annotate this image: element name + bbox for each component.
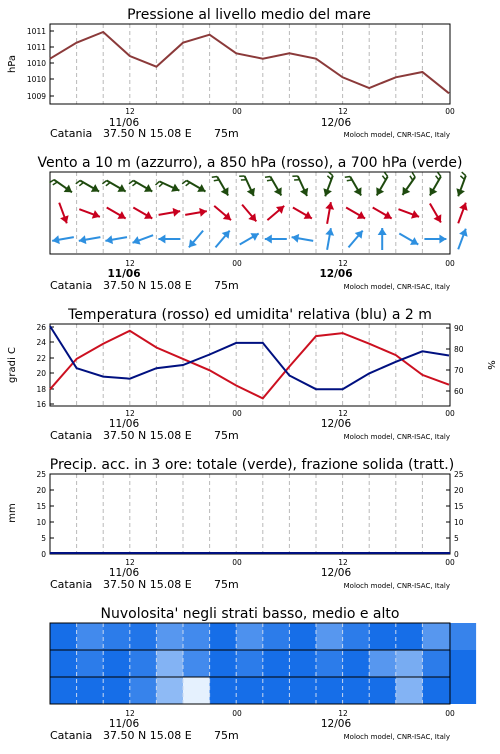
footer-credit: Moloch model, CNR-ISAC, Italy	[344, 283, 450, 291]
x-tick-label: 00	[445, 558, 455, 567]
cloud-cell	[396, 623, 423, 650]
wind-arrow	[158, 235, 180, 244]
precipitation-ytick: 25	[36, 470, 46, 479]
humidity-ytick: 70	[454, 366, 464, 375]
cloud-cell	[156, 650, 183, 677]
cloud-cell	[77, 677, 104, 704]
wind-arrow	[265, 235, 287, 244]
wind-arrow	[133, 208, 152, 219]
cloud-cell	[316, 677, 343, 704]
temperature-ytick: 16	[36, 400, 46, 409]
wind-arrow	[59, 203, 68, 224]
x-tick-label: 12	[125, 709, 135, 718]
footer-credit: Moloch model, CNR-ISAC, Italy	[344, 582, 450, 590]
cloud-cell	[289, 650, 316, 677]
x-date-label: 12/06	[321, 567, 352, 579]
precipitation-ytick-right: 10	[454, 518, 464, 527]
pressure-ytick: 1011	[27, 43, 46, 52]
wind-arrow	[373, 208, 392, 219]
x-tick-label: 00	[445, 409, 455, 418]
wind-arrow	[399, 234, 418, 245]
temperature-yticks	[36, 323, 54, 409]
cloud-cell	[50, 623, 77, 650]
wind-arrow	[212, 177, 229, 196]
cloud-cell	[183, 650, 210, 677]
x-date-label: 12/06	[321, 117, 352, 129]
cloud-cell	[156, 623, 183, 650]
wind-arrow	[239, 176, 255, 196]
cloud-cell	[210, 650, 237, 677]
x-date-label: 11/06	[109, 117, 140, 129]
precipitation-footer	[50, 578, 450, 591]
cloud-cell	[236, 650, 263, 677]
wind-arrow	[265, 177, 282, 196]
x-tick-label: 00	[232, 409, 242, 418]
wind-arrow	[456, 172, 465, 196]
precipitation-ytick: 20	[36, 486, 46, 495]
cloud-cell	[422, 623, 449, 650]
cloud-cell	[130, 623, 157, 650]
clouds-title: Nuvolosita' negli strati basso, medio e alto	[101, 606, 400, 622]
wind-title: Vento a 10 m (azzurro), a 850 hPa (rosso), a 700 hPa (verde)	[37, 155, 462, 171]
wind-arrow	[378, 228, 387, 250]
pressure-gridlines	[77, 24, 423, 104]
cloud-cell	[103, 623, 130, 650]
temperature-ytick: 22	[36, 354, 46, 363]
x-tick-label: 00	[232, 107, 242, 116]
wind-arrow	[293, 208, 312, 219]
cloud-cell	[422, 650, 449, 677]
cloud-cell	[422, 677, 449, 704]
precipitation-ytick-right: 5	[454, 534, 459, 543]
x-tick-label: 12	[338, 107, 348, 116]
x-date-label: 11/06	[109, 718, 140, 730]
humidity-ylabel: %	[485, 360, 496, 370]
pressure-ytick: 1009	[27, 92, 46, 101]
wind-arrow	[240, 233, 259, 244]
wind-arrow	[216, 231, 230, 248]
footer-elevation: 75m	[214, 279, 239, 292]
cloud-cell	[316, 650, 343, 677]
temperature-ylabel: gradi C	[7, 347, 18, 383]
wind-xaxis	[107, 259, 455, 280]
wind-arrow	[403, 173, 416, 196]
pressure-title: Pressione al livello medio del mare	[127, 7, 371, 23]
x-tick-label: 12	[125, 107, 135, 116]
cloud-cell	[236, 677, 263, 704]
wind-arrow	[242, 205, 256, 222]
cloud-cell	[77, 650, 104, 677]
temperature-xaxis	[109, 409, 455, 430]
footer-location: Catania	[50, 429, 92, 442]
footer-coords: 37.50 N 15.08 E	[103, 127, 192, 140]
humidity-ytick: 60	[454, 387, 464, 396]
x-tick-label: 00	[445, 107, 455, 116]
cloud-cell	[449, 650, 476, 677]
humidity-series-line	[50, 326, 449, 389]
x-tick-label: 00	[232, 558, 242, 567]
pressure-series-line	[50, 32, 449, 93]
x-date-label: 12/06	[321, 718, 352, 730]
humidity-ytick: 90	[454, 324, 464, 333]
wind-arrow	[292, 176, 308, 196]
cloud-cell	[343, 677, 370, 704]
precipitation-ytick-right: 25	[454, 470, 464, 479]
wind-arrow	[292, 234, 314, 243]
x-tick-label: 00	[232, 259, 242, 268]
precipitation-ylabel: mm	[7, 503, 18, 522]
precipitation-title: Precip. acc. in 3 ore: totale (verde), frazione solida (tratt.)	[50, 457, 454, 473]
pressure-footer	[50, 127, 450, 140]
pressure-panel	[7, 7, 455, 140]
precipitation-gridlines	[77, 474, 423, 554]
x-date-label: 11/06	[109, 567, 140, 579]
precipitation-ytick-right: 15	[454, 502, 464, 511]
pressure-ylabel: hPa	[7, 55, 18, 73]
precipitation-xaxis	[109, 558, 455, 579]
clouds-xaxis	[109, 709, 455, 730]
cloud-cell	[369, 623, 396, 650]
cloud-cell	[210, 623, 237, 650]
wind-arrow	[430, 172, 441, 195]
wind-arrow	[430, 204, 441, 223]
footer-elevation: 75m	[214, 729, 239, 742]
temperature-ytick: 26	[36, 323, 46, 332]
wind-arrow	[376, 172, 387, 195]
x-tick-label: 00	[445, 709, 455, 718]
wind-arrow	[107, 208, 126, 219]
cloud-cell	[183, 623, 210, 650]
cloud-cell	[396, 650, 423, 677]
cloud-cells	[50, 623, 476, 704]
cloud-cell	[103, 650, 130, 677]
wind-arrow	[52, 235, 74, 244]
wind-arrow	[129, 181, 152, 192]
cloud-cell	[77, 623, 104, 650]
footer-coords: 37.50 N 15.08 E	[103, 729, 192, 742]
cloud-cell	[210, 677, 237, 704]
wind-arrow	[325, 202, 334, 224]
x-date-label: 12/06	[319, 268, 352, 280]
temperature-footer	[50, 429, 450, 442]
x-tick-label: 12	[338, 409, 348, 418]
cloud-cell	[130, 650, 157, 677]
cloud-cell	[156, 677, 183, 704]
precipitation-ytick: 15	[36, 502, 46, 511]
x-date-label: 11/06	[109, 418, 140, 430]
cloud-cell	[369, 677, 396, 704]
wind-arrow	[346, 208, 365, 219]
cloud-cell	[103, 677, 130, 704]
wind-footer	[50, 279, 450, 292]
cloud-cell	[130, 677, 157, 704]
wind-arrow	[399, 209, 420, 218]
footer-elevation: 75m	[214, 127, 239, 140]
wind-arrow	[159, 208, 181, 217]
wind-arrow	[133, 235, 154, 244]
precipitation-frame	[50, 474, 450, 554]
temperature-title: Temperatura (rosso) ed umidita' relativa (blu) a 2 m	[67, 307, 432, 323]
precipitation-ytick: 5	[41, 534, 46, 543]
wind-arrow	[182, 181, 205, 192]
footer-location: Catania	[50, 578, 92, 591]
pressure-ytick: 1010	[27, 75, 46, 84]
wind-arrows	[50, 172, 468, 250]
footer-coords: 37.50 N 15.08 E	[103, 279, 192, 292]
cloud-cell	[263, 650, 290, 677]
wind-arrow	[105, 235, 127, 244]
wind-arrow	[424, 235, 446, 244]
x-tick-label: 12	[338, 709, 348, 718]
x-date-label: 11/06	[107, 268, 140, 280]
cloud-cell	[289, 677, 316, 704]
footer-credit: Moloch model, CNR-ISAC, Italy	[344, 131, 450, 139]
cloud-cell	[343, 623, 370, 650]
precipitation-yticks	[36, 470, 54, 559]
wind-arrow	[156, 181, 180, 191]
clouds-panel	[50, 606, 476, 742]
wind-arrow	[79, 235, 101, 244]
wind-panel	[37, 155, 467, 292]
cloud-cell	[343, 650, 370, 677]
wind-arrow	[185, 208, 207, 217]
cloud-cell	[50, 677, 77, 704]
cloud-cell	[369, 650, 396, 677]
footer-elevation: 75m	[214, 578, 239, 591]
x-tick-label: 12	[338, 259, 348, 268]
cloud-cell	[263, 623, 290, 650]
precipitation-yticks-right	[446, 470, 464, 559]
pressure-ytick: 1010	[27, 59, 46, 68]
x-date-label: 12/06	[321, 418, 352, 430]
footer-location: Catania	[50, 127, 92, 140]
precipitation-ytick: 0	[41, 550, 46, 559]
pressure-xaxis	[109, 107, 455, 129]
x-tick-label: 12	[125, 409, 135, 418]
wind-arrow	[102, 181, 125, 192]
cloud-cell	[449, 677, 476, 704]
wind-arrow	[323, 172, 332, 196]
temperature-ytick: 20	[36, 369, 46, 378]
cloud-cell	[316, 623, 343, 650]
wind-arrow	[345, 177, 362, 196]
wind-arrow	[349, 231, 363, 248]
wind-arrow	[189, 231, 203, 248]
temperature-gridlines	[77, 324, 423, 406]
footer-coords: 37.50 N 15.08 E	[103, 429, 192, 442]
x-tick-label: 12	[125, 558, 135, 567]
cloud-cell	[183, 677, 210, 704]
wind-arrow	[325, 228, 334, 250]
cloud-cell	[396, 677, 423, 704]
cloud-cell	[289, 623, 316, 650]
wind-arrow	[50, 180, 73, 193]
cloud-cell	[50, 650, 77, 677]
wind-arrow	[458, 229, 467, 250]
cloud-cell	[263, 677, 290, 704]
footer-elevation: 75m	[214, 429, 239, 442]
x-tick-label: 00	[232, 709, 242, 718]
x-tick-label: 12	[338, 558, 348, 567]
footer-location: Catania	[50, 729, 92, 742]
x-tick-label: 00	[445, 259, 455, 268]
pressure-frame	[50, 24, 450, 104]
temperature-ytick: 18	[36, 385, 46, 394]
precipitation-ytick: 10	[36, 518, 46, 527]
footer-location: Catania	[50, 279, 92, 292]
precipitation-ytick-right: 20	[454, 486, 464, 495]
x-tick-label: 12	[125, 259, 135, 268]
precipitation-ytick-right: 0	[454, 550, 459, 559]
temperature-ytick: 24	[36, 338, 46, 347]
footer-credit: Moloch model, CNR-ISAC, Italy	[344, 733, 450, 741]
cloud-cell	[236, 623, 263, 650]
cloud-cell	[449, 623, 476, 650]
pressure-ytick: 1011	[27, 27, 46, 36]
wind-arrow	[79, 209, 100, 218]
wind-arrow	[214, 206, 231, 220]
wind-arrow	[76, 181, 99, 192]
precipitation-panel	[7, 457, 464, 591]
clouds-footer	[50, 729, 450, 742]
wind-arrow	[458, 203, 467, 224]
wind-arrow	[267, 206, 284, 220]
temperature-panel	[7, 307, 496, 442]
humidity-ytick: 80	[454, 345, 464, 354]
footer-coords: 37.50 N 15.08 E	[103, 578, 192, 591]
footer-credit: Moloch model, CNR-ISAC, Italy	[344, 433, 450, 441]
